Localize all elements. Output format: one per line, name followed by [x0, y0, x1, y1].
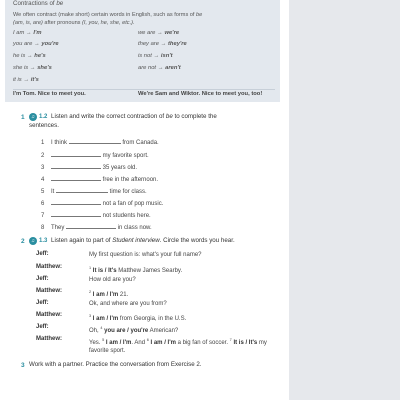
answer-blank[interactable]: [51, 211, 101, 217]
contraction-row: he is → he's is not → isn't: [13, 53, 173, 59]
choice-option[interactable]: you are / you're: [104, 328, 149, 334]
choice-option[interactable]: I am / I'm: [92, 292, 119, 298]
exercise-item: 4 free in the afternoon.: [41, 177, 159, 183]
exercise-item: 1 I think from Canada.: [41, 140, 159, 146]
exercise-3-number: 3: [21, 362, 25, 369]
answer-blank[interactable]: [69, 138, 121, 144]
exercise-item: 2 my favorite sport.: [41, 153, 149, 159]
exercise-item: 6 not a fan of pop music.: [41, 201, 164, 207]
contraction-row: you are → you're they are → they're: [13, 41, 187, 47]
box-divider: [13, 89, 275, 90]
example-row: I'm Tom. Nice to meet you. We're Sam and Wiktor. Nice to meet you, too!: [13, 91, 263, 97]
contraction-row: I am → I'm we are → we're: [13, 30, 180, 36]
choice-option[interactable]: It is / It's: [233, 340, 258, 346]
exercise-2-instruction: Listen again to part of Student interview. Circle the words you hear.: [51, 237, 235, 244]
exercise-item: 7 not students here.: [41, 213, 151, 219]
exercise-1-number: 1: [21, 114, 25, 121]
choice-option[interactable]: It is / It's: [92, 268, 117, 274]
choice-option[interactable]: I am / I'm: [92, 316, 119, 322]
exercise-item: 5 It time for class.: [41, 189, 147, 195]
exercise-3-instruction: Work with a partner. Practice the conversation from Exercise 2.: [29, 361, 202, 368]
audio-icon[interactable]: ♫: [29, 113, 37, 121]
exercise-2-number: 2: [21, 238, 25, 245]
answer-blank[interactable]: [51, 163, 101, 169]
exercise-item: 8 They in class now.: [41, 225, 152, 231]
grammar-box-title: Contractions of be: [13, 0, 64, 7]
exercise-item: 3 35 years old.: [41, 165, 138, 171]
answer-blank[interactable]: [56, 187, 108, 193]
right-sidebar-panel: [289, 0, 400, 400]
choice-option[interactable]: I am / I'm: [150, 340, 176, 346]
choice-option[interactable]: I am / I'm: [105, 340, 132, 346]
track-number: 1.2: [39, 114, 48, 120]
grammar-box: [5, 0, 280, 102]
track-number: 1.3: [39, 238, 48, 244]
answer-blank[interactable]: [51, 199, 101, 205]
answer-blank[interactable]: [51, 175, 101, 181]
grammar-box-intro: We often contract (make short) certain words in English, such as forms of be (am, is, are) after pronouns (I, you, he, she, etc.).: [13, 12, 203, 26]
exercise-1-instruction: Listen and write the correct contraction of be to complete the: [51, 113, 217, 120]
audio-icon[interactable]: ♫: [29, 237, 37, 245]
answer-blank[interactable]: [66, 223, 116, 229]
contraction-row: it is → it's: [13, 77, 39, 83]
answer-blank[interactable]: [51, 151, 101, 157]
contraction-row: she is → she's are not → aren't: [13, 65, 181, 71]
exercise-1-instruction-cont: sentences.: [29, 122, 59, 129]
